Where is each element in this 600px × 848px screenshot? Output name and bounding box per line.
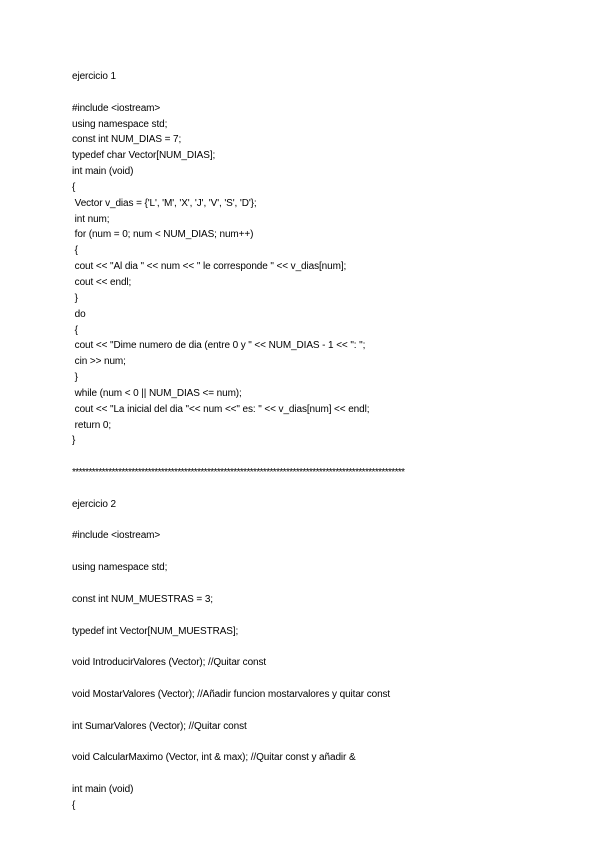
document-body xyxy=(72,69,572,814)
code-line: typedef char Vector[NUM_DIAS]; xyxy=(72,150,216,162)
code-line: using namespace std; xyxy=(72,562,168,574)
code-line: #include <iostream> xyxy=(72,102,161,114)
code-line: cout << "Al dia " << num << " le corresponde " << v_dias[num]; xyxy=(72,261,347,273)
code-line: int main (void) xyxy=(72,783,134,795)
blank-line xyxy=(72,513,572,529)
code-line: } xyxy=(72,292,78,304)
code-line: Vector v_dias = {'L', 'M', 'X', 'J', 'V', 'S', 'D'}; xyxy=(72,197,257,209)
code-line: void IntroducirValores (Vector); //Quitar const xyxy=(72,657,267,669)
exercise-2-heading: ejercicio 2 xyxy=(72,498,116,510)
code-line: for (num = 0; num < NUM_DIAS; num++) xyxy=(72,229,254,241)
blank-line xyxy=(72,449,572,465)
code-line: { xyxy=(72,181,76,193)
blank-line xyxy=(72,481,572,497)
code-line: return 0; xyxy=(72,419,112,431)
code-line: } xyxy=(72,435,76,447)
blank-line xyxy=(72,608,572,624)
code-line: const int NUM_MUESTRAS = 3; xyxy=(72,593,213,605)
code-line: { xyxy=(72,324,78,336)
blank-line xyxy=(72,671,572,687)
blank-line xyxy=(72,85,572,101)
exercise-1-heading: ejercicio 1 xyxy=(72,71,116,82)
exercise-2-code xyxy=(72,528,572,813)
code-line: #include <iostream> xyxy=(72,530,161,542)
blank-line xyxy=(72,766,572,782)
blank-line xyxy=(72,576,572,592)
code-line: cout << endl; xyxy=(72,276,132,288)
blank-line xyxy=(72,734,572,750)
blank-line xyxy=(72,703,572,719)
code-line: int main (void) xyxy=(72,166,134,178)
blank-line xyxy=(72,544,572,560)
code-line: using namespace std; xyxy=(72,118,168,130)
code-line: } xyxy=(72,372,78,384)
code-line: { xyxy=(72,245,78,257)
code-line: do xyxy=(72,308,86,320)
code-line: { xyxy=(72,799,76,811)
code-line: cout << "La inicial del dia "<< num <<" es: " << v_dias[num] << endl; xyxy=(72,403,370,415)
code-line: void MostarValores (Vector); //Añadir funcion mostarvalores y quitar const xyxy=(72,688,391,700)
code-line: const int NUM_DIAS = 7; xyxy=(72,134,182,146)
blank-line xyxy=(72,639,572,655)
code-line: void CalcularMaximo (Vector, int & max); //Quitar const y añadir & xyxy=(72,752,356,764)
code-line: cin >> num; xyxy=(72,356,126,368)
code-line: int num; xyxy=(72,213,110,225)
code-line: cout << "Dime numero de dia (entre 0 y " << NUM_DIAS - 1 << ": "; xyxy=(72,340,366,352)
code-line: typedef int Vector[NUM_MUESTRAS]; xyxy=(72,625,239,637)
asterisk-separator: ***************************************************************************************************** xyxy=(72,467,405,479)
exercise-1-code xyxy=(72,101,572,450)
code-line: int SumarValores (Vector); //Quitar const xyxy=(72,720,247,732)
code-line: while (num < 0 || NUM_DIAS <= num); xyxy=(72,387,242,399)
